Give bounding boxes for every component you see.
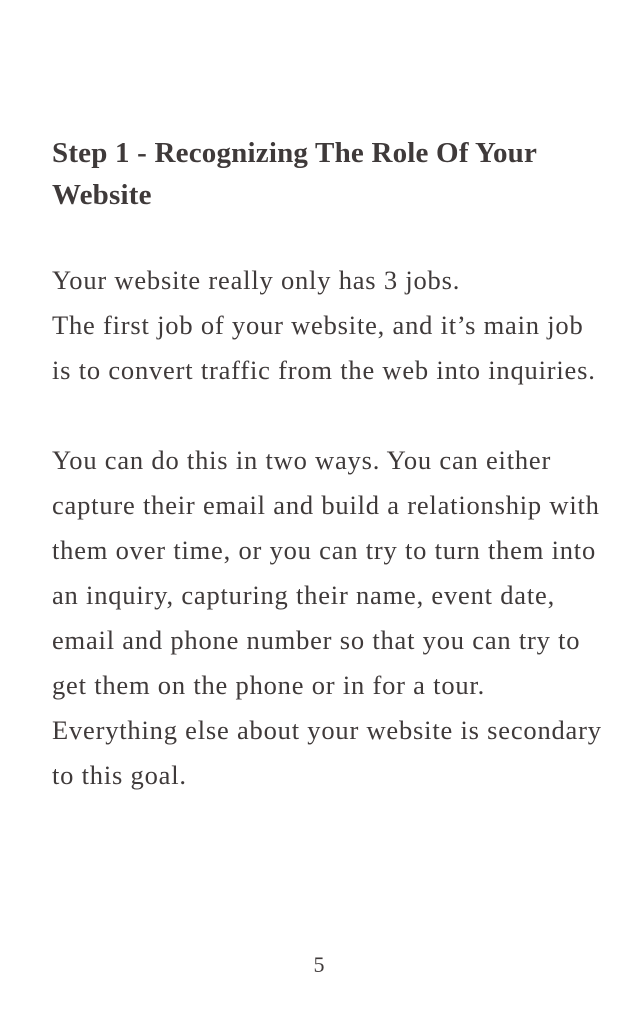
page-number: 5 [313, 952, 325, 977]
spacer [52, 216, 608, 258]
section-heading: Step 1 - Recognizing The Role Of Your Website [52, 137, 537, 211]
paragraph-first-job: The first job of your website, and it’s main job is to convert traffic from the web into inquiries. [52, 310, 596, 385]
page-content [52, 132, 608, 798]
paragraph-gap [52, 393, 608, 438]
paragraph-two-ways: You can do this in two ways. You can either capture their email and build a relationship with them over time, or you can try to turn them into an inquiry, capturing their name, event date, email and phone number so that you can try to get them on the phone or in for a tour. Everything else about your website is secondary to this goal. [52, 445, 602, 790]
paragraph-intro: Your website really only has 3 jobs. [52, 265, 461, 295]
